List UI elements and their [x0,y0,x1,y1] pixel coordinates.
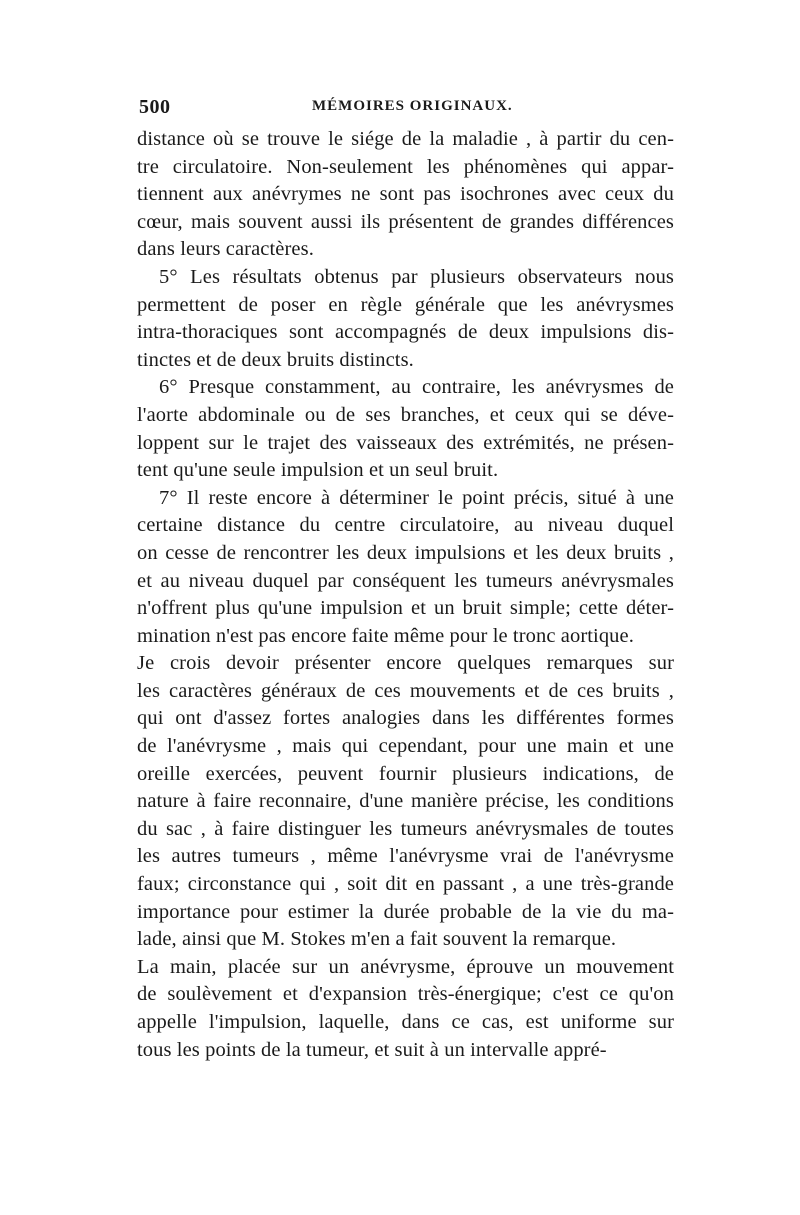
text-line: tent qu'une seule impulsion et un seul bruit. [137,459,499,482]
text-line: de soulèvement et d'expansion très-énergique; c'est ce qu'on [137,983,674,1006]
running-title: MÉMOIRES ORIGINAUX. [312,98,513,114]
text-line: cœur, mais souvent aussi ils présentent de grandes différences [137,210,674,233]
text-line: distance où se trouve le siége de la maladie , à partir du cen- [137,128,674,150]
running-head [137,96,674,126]
paragraph [137,954,674,1064]
text-line: de l'anévrysme , mais qui cependant, pour une main et une [137,735,674,758]
text-line: et au niveau duquel par conséquent les tumeurs anévrysmales [137,569,674,592]
paragraph [137,374,674,484]
text-line: permettent de poser en règle générale que les anévrysmes [137,293,674,316]
text-line: tiennent aux anévrymes ne sont pas isochrones avec ceux du [137,183,674,206]
text-line: dans leurs caractères. [137,238,314,261]
text-line: nature à faire reconnaire, d'une manière précise, les conditions [137,790,674,813]
text-line: tous les points de la tumeur, et suit à un intervalle appré- [137,1038,607,1061]
paragraph [137,650,674,954]
text-line: Je crois devoir présenter encore quelques remarques sur [137,652,674,675]
page-number: 500 [139,96,171,118]
paragraph [137,264,674,374]
text-line: lade, ainsi que M. Stokes m'en a fait souvent la remarque. [137,928,617,951]
book-page [137,96,674,1064]
paragraph [137,126,674,264]
text-line: 6° Presque constamment, au contraire, les anévrysmes de [159,376,674,399]
text-line: les caractères généraux de ces mouvements et de ces bruits , [137,679,674,702]
text-line: 7° Il reste encore à déterminer le point précis, situé à une [159,486,674,509]
text-line: La main, placée sur un anévrysme, éprouve un mouvement [137,955,674,978]
text-line: faux; circonstance qui , soit dit en passant , a une très-grande [137,873,674,896]
text-line: certaine distance du centre circulatoire, au niveau duquel [137,514,674,537]
text-line: appelle l'impulsion, laquelle, dans ce cas, est uniforme sur [137,1011,674,1033]
text-line: importance pour estimer la durée probable de la vie du ma- [137,900,674,923]
text-line: oreille exercées, peuvent fournir plusieurs indications, de [137,762,674,785]
text-line: du sac , à faire distinguer les tumeurs anévrysmales de toutes [137,817,674,840]
text-line: loppent sur le trajet des vaisseaux des extrémités, ne présen- [137,431,674,454]
text-line: les autres tumeurs , même l'anévrysme vrai de l'anévrysme [137,845,674,868]
text-line: l'aorte abdominale ou de ses branches, et ceux qui se déve- [137,403,674,426]
paragraph [137,485,674,651]
text-line: 5° Les résultats obtenus par plusieurs observateurs nous [159,265,674,288]
text-line: mination n'est pas encore faite même pour le tronc aortique. [137,624,634,647]
text-line: n'offrent plus qu'une impulsion et un bruit simple; cette déter- [137,597,674,620]
text-line: on cesse de rencontrer les deux impulsions et les deux bruits , [137,541,674,564]
body-text [137,126,674,1064]
text-line: intra-thoraciques sont accompagnés de deux impulsions dis- [137,321,674,344]
text-line: tinctes et de deux bruits distincts. [137,348,414,371]
text-line: qui ont d'assez fortes analogies dans les différentes formes [137,707,674,730]
text-line: tre circulatoire. Non-seulement les phénomènes qui appar- [137,155,674,178]
